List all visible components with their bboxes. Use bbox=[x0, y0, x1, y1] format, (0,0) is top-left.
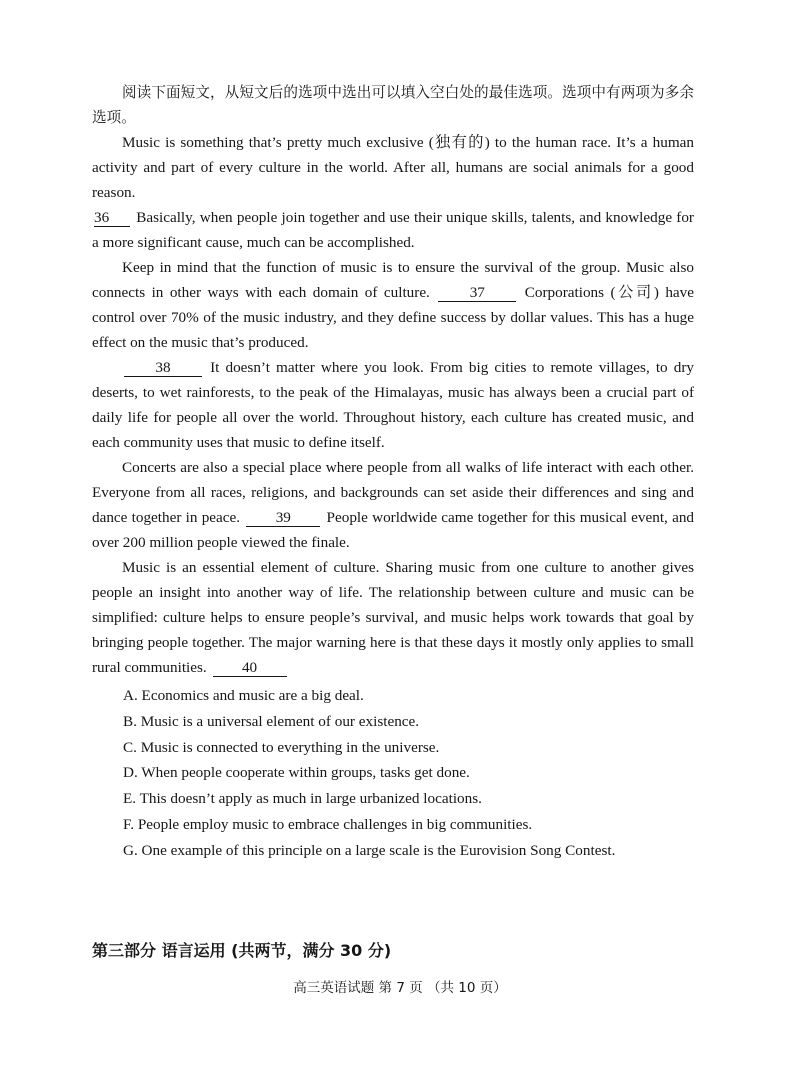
paragraph-4-text: Concerts are also a special place where people from all walks of life interact with each other. Everyone from all races, religions, and backgrounds can set aside their differences and sing and dance together in peace. bbox=[92, 459, 694, 526]
option-d: D. When people cooperate within groups, tasks get done. bbox=[123, 764, 470, 782]
paragraph-4 bbox=[92, 455, 694, 555]
section-heading: 第三部分 语言运用 (共两节，满分 30 分) bbox=[92, 941, 392, 960]
paragraph-2-text: Keep in mind that the function of music is to ensure the survival of the group. Music also connects in other ways with each domain of culture. bbox=[92, 259, 694, 301]
instructions: 阅读下面短文，从短文后的选项中选出可以填入空白处的最佳选项。选项中有两项为多余选项。 bbox=[92, 84, 694, 126]
reading-passage bbox=[92, 130, 694, 680]
option-f: F. People employ music to embrace challenges in big communities. bbox=[123, 815, 533, 833]
paragraph-1-text: Music is something that’s pretty much exclusive (独有的) to the human race. It’s a human activity and part of every culture in the world. After all, humans are social animals for a good reason. bbox=[92, 134, 694, 201]
paragraph-1-text-continued: Basically, when people join together and use their unique skills, talents, and knowledge for a more significant cause, much can be accomplished. bbox=[92, 209, 694, 251]
option-e: E. This doesn’t apply as much in large urbanized locations. bbox=[123, 790, 482, 808]
blank-36: 36 bbox=[94, 210, 130, 227]
blank-39: 39 bbox=[246, 510, 320, 527]
option-g: G. One example of this principle on a large scale is the Eurovision Song Contest. bbox=[123, 841, 616, 859]
page-footer: 高三英语试题 第 7 页 （共 10 页） bbox=[293, 980, 507, 996]
blank-38: 38 bbox=[124, 360, 202, 377]
blank-40: 40 bbox=[213, 660, 287, 677]
paragraph-5 bbox=[92, 555, 694, 680]
blank-37: 37 bbox=[438, 285, 516, 302]
option-c: C. Music is connected to everything in the universe. bbox=[123, 738, 440, 756]
paragraph-3-text: It doesn’t matter where you look. From big cities to remote villages, to dry deserts, to wet rainforests, to the peak of the Himalayas, music has always been a crucial part of daily life for people all over the world. Throughout history, each culture has created music, and each community uses that music to define itself. bbox=[92, 359, 694, 451]
paragraph-2-text-continued: Corporations (公司) have control over 70% of the music industry, and they define success by dollar values. This has a huge effect on the music that’s produced. bbox=[92, 284, 694, 351]
option-a: A. Economics and music are a big deal. bbox=[123, 687, 364, 704]
paragraph-1 bbox=[92, 130, 694, 255]
paragraph-3 bbox=[92, 355, 694, 455]
paragraph-2 bbox=[92, 255, 694, 355]
paragraph-4-text-continued: People worldwide came together for this musical event, and over 200 million people viewed the finale. bbox=[92, 509, 695, 551]
answer-options bbox=[123, 683, 723, 864]
paragraph-5-text: Music is an essential element of culture. Sharing music from one culture to another gives people an insight into another way of life. The relationship between culture and music can be simplified: culture helps to ensure people’s survival, and music helps work towards that goal by bringing people together. The major warning here is that these days it mostly only applies to small rural communities. bbox=[92, 559, 694, 676]
option-b: B. Music is a universal element of our existence. bbox=[123, 712, 420, 730]
